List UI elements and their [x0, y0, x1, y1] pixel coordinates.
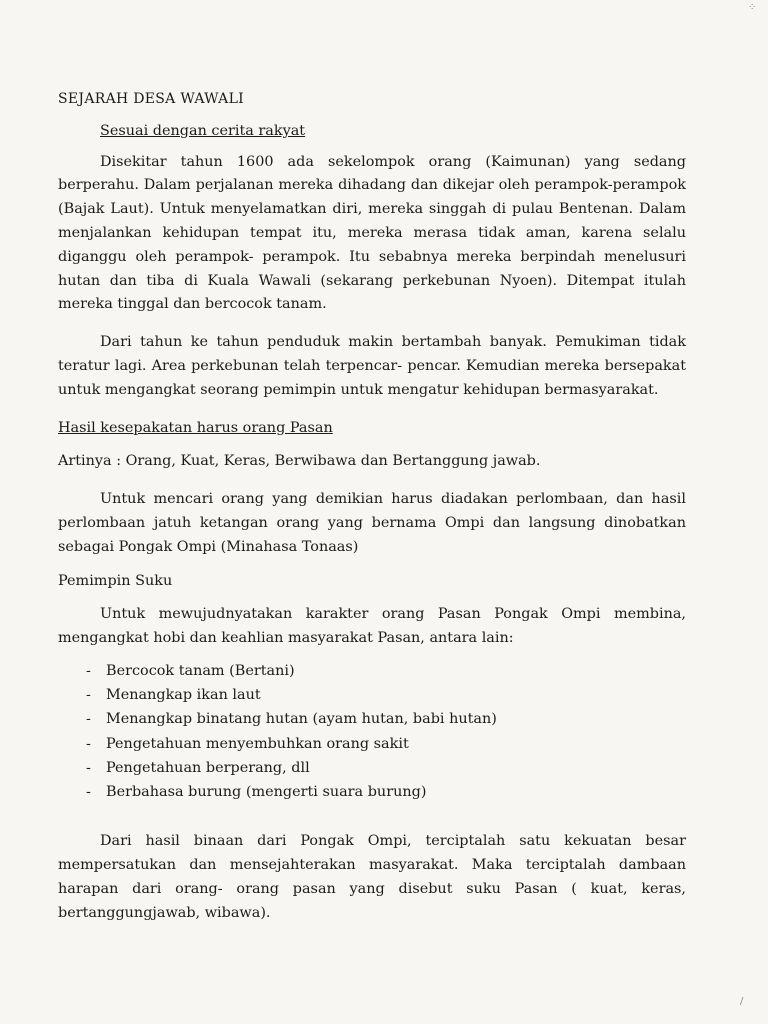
list-item-text: Pengetahuan berperang, dll: [106, 759, 310, 776]
list-item: [58, 732, 686, 756]
document-subtitle: Sesuai dengan cerita rakyat: [100, 122, 306, 139]
skills-list: [58, 659, 686, 804]
list-item-text: Bercocok tanam (Bertani): [106, 662, 295, 679]
document-page: [58, 88, 686, 925]
paragraph-leader: Untuk mewujudnyatakan karakter orang Pasan Pongak Ompi membina, mengangkat hobi dan keahlian masyarakat Pasan, antara lain:: [58, 606, 686, 647]
list-dash: -: [86, 711, 91, 728]
scan-speck-mark: ⁘: [748, 2, 757, 13]
document-title: SEJARAH DESA WAWALI: [58, 91, 245, 107]
list-dash: -: [86, 783, 91, 800]
list-item-text: Menangkap ikan laut: [106, 687, 261, 704]
list-dash: -: [86, 735, 91, 752]
list-item: [58, 756, 686, 780]
list-dash: -: [86, 687, 91, 704]
meaning-line: Artinya : Orang, Kuat, Keras, Berwibawa dan Bertanggung jawab.: [58, 453, 541, 470]
agreement-heading: Hasil kesepakatan harus orang Pasan: [58, 419, 333, 436]
leader-heading: Pemimpin Suku: [58, 572, 173, 589]
list-item: [58, 707, 686, 731]
paragraph-origin: Disekitar tahun 1600 ada sekelompok orang (Kaimunan) yang sedang berperahu. Dalam perjalanan mereka dihadang dan dikejar oleh perampok-perampok (Bajak Laut). Untuk menyelamatkan diri, mereka singgah di pulau Bentenan. Dalam menjalankan kehidupan tempat itu, mereka merasa tidak aman, karena selalu diganggu oleh perampok- perampok. Itu sebabnya mereka berpindah menelusuri hutan dan tiba di Kuala Wawali (sekarang perkebunan Nyoen). Ditempat itulah mereka tinggal dan bercocok tanam.: [58, 153, 686, 313]
list-item-text: Menangkap binatang hutan (ayam hutan, babi hutan): [106, 711, 497, 728]
list-item: [58, 780, 686, 804]
list-item-text: Pengetahuan menyembuhkan orang sakit: [106, 735, 409, 752]
list-item-text: Berbahasa burung (mengerti suara burung): [106, 783, 427, 800]
list-dash: -: [86, 662, 91, 679]
list-dash: -: [86, 759, 91, 776]
paragraph-population: Dari tahun ke tahun penduduk makin bertambah banyak. Pemukiman tidak teratur lagi. Area perkebunan telah terpencar- pencar. Kemudian mereka bersepakat untuk mengangkat seorang pemimpin untuk mengatur kehidupan bermasyarakat.: [58, 334, 686, 398]
scan-pen-mark: /: [740, 996, 744, 1007]
paragraph-closing: Dari hasil binaan dari Pongak Ompi, terciptalah satu kekuatan besar mempersatukan dan mensejahterakan masyarakat. Maka terciptalah dambaan harapan dari orang- orang pasan yang disebut suku Pasan ( kuat, keras, bertanggungjawab, wibawa).: [58, 833, 686, 921]
paragraph-competition: Untuk mencari orang yang demikian harus diadakan perlombaan, dan hasil perlombaan jatuh ketangan orang yang bernama Ompi dan langsung dinobatkan sebagai Pongak Ompi (Minahasa Tonaas): [58, 491, 686, 555]
list-item: [58, 659, 686, 683]
list-item: [58, 683, 686, 707]
